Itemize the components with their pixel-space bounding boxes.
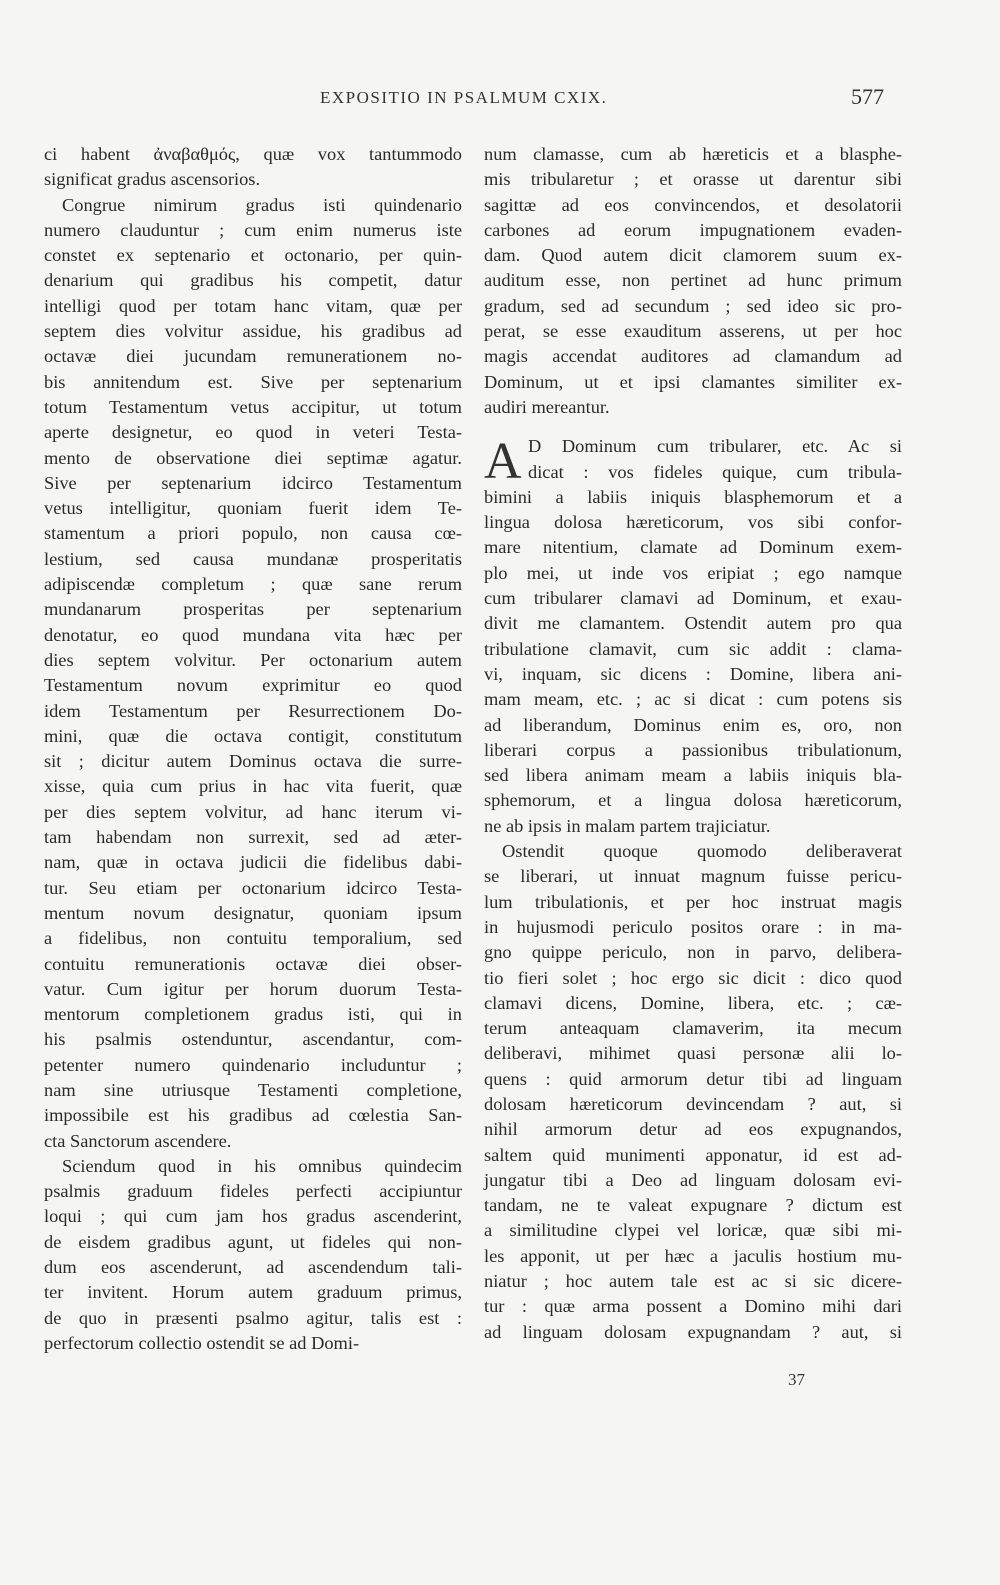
text-line: xisse, quia cum prius in hac vita fuerit, quæ [44,776,462,797]
text-line: mam meam, etc. ; ac si dicat : cum potens sis [484,689,902,710]
text-line: tam habendam non surrexit, sed ad æter- [44,827,462,848]
text-line: bis annitendum est. Sive per septenarium [44,371,462,392]
text-line: les apponit, ut per hæc a jaculis hostium mu- [484,1245,902,1266]
text-line: vi, inquam, sic dicens : Domine, libera ani- [484,663,902,684]
text-line: auditum esse, non pertinet ad hunc primum [484,270,902,291]
text-line: intelligi quod per totam hanc vitam, quæ per [44,295,462,316]
text-line: denotatur, eo quod mundana vita hæc per [44,624,462,645]
page-number: 577 [851,84,884,109]
text-line: liberari corpus a passionibus tribulationum, [484,739,902,760]
text-line: audiri mereantur. [484,396,610,417]
text-line: lestium, sed causa mundanæ prosperitatis [44,548,462,569]
text-line: ter invitent. Horum autem graduum primus, [44,1282,462,1303]
text-line: ci habent ἀναβαθμός, quæ vox tantummodo [44,144,462,164]
text-line: bimini a labiis iniquis blasphemorum et a [484,486,902,507]
text-line: sagittæ ad eos convincendos, et desolatorii [484,194,902,215]
drop-cap-lines [484,433,902,491]
text-line: numero clauduntur ; cum enim numerus iste [44,219,462,240]
text-line: mundanarum prosperitas per septenarium [44,599,462,620]
text-line: totum Testamentum vetus accipitur, ut totum [44,396,462,417]
text-line: adipiscendæ completum ; quæ sane rerum [44,574,462,595]
text-line: magis accendat auditores ad clamandum ad [484,346,902,367]
text-line: gradum, sed ad secundum ; sed ideo sic pro- [484,295,902,316]
text-line: nihil armorum detur ad eos expugnandos, [484,1119,902,1140]
running-title: EXPOSITIO IN PSALMUM CXIX. [320,88,608,107]
text-line: Sive per septenarium idcirco Testamentum [44,472,462,493]
text-line: contuitu remunerationis octavæ diei obser- [44,953,462,974]
text-line: tio fieri solet ; hoc ergo sic dicit : dico quod [484,967,902,988]
signature-mark: 37 [788,1370,805,1389]
text-line: significat gradus ascensorios. [44,169,261,190]
text-line: Sciendum quod in his omnibus quindecim [62,1155,462,1176]
drop-cap-paragraph [484,433,902,491]
text-line: D Dominum cum tribularer, etc. Ac si [528,436,902,457]
text-line: idem Testamentum per Resurrectionem Do- [44,700,462,721]
text-line: de eisdem gradibus agunt, ut fideles qui non- [44,1231,462,1252]
text-line: saltem quid munimenti apponatur, id est ad- [484,1144,902,1165]
text-line: a similitudine clypei vel loricæ, quæ sibi mi- [484,1220,902,1241]
text-line: mentum novum designatur, quoniam ipsum [44,902,462,923]
text-line: dicat : vos fideles quique, cum tribula- [528,461,902,482]
text-line: per dies septem volvitur, ad hanc iterum vi- [44,801,462,822]
text-line: divit me clamantem. Ostendit autem pro qua [484,613,902,634]
text-line: terum anteaquam clamaverim, ita mecum [484,1018,902,1039]
text-line: de quo in præsenti psalmo agitur, talis est : [44,1307,462,1328]
text-line: impossibile est his gradibus ad cœlestia San- [44,1105,462,1126]
text-line: tur. Seu etiam per octonarium idcirco Testa- [44,877,462,898]
text-line: deliberavi, mihimet quasi personæ alii lo- [484,1043,902,1064]
text-line: lingua dolosa hæreticorum, vos sibi confor- [484,512,902,533]
text-line: perfectorum collectio ostendit se ad Domi- [44,1332,360,1353]
text-line: sphemorum, et a lingua dolosa hæreticorum, [484,790,902,811]
text-line: loqui ; qui cum jam hos gradus ascenderint, [44,1206,462,1227]
text-line: ad liberandum, Dominus enim es, oro, non [484,714,902,735]
text-line: num clamasse, cum ab hæreticis et a blasphe- [484,144,902,164]
text-line: tur : quæ arma possent a Domino mihi dari [484,1296,902,1317]
text-line: mini, quæ die octava contigit, constitutum [44,725,462,746]
drop-cap-letter: A [484,433,522,491]
text-line: petenter numero quindenario includuntur ; [44,1054,462,1075]
text-line: quens : quid armorum detur tibi ad linguam [484,1068,902,1089]
left-column [44,142,462,1356]
text-line: niatur ; hoc autem tale est ac si sic dicere- [484,1271,902,1292]
text-line: mis tribularetur ; et orasse ut darentur sibi [484,169,902,190]
text-line: nam, quæ in octava judicii die fidelibus dabi- [44,852,462,873]
text-line: dum eos ascenderunt, ad ascendendum tali- [44,1257,462,1278]
text-line: Dominum, ut et ipsi clamantes similiter ex- [484,371,902,392]
text-line: carbones ad eorum impugnationem evaden- [484,219,902,240]
text-line: cum tribularer clamavi ad Dominum, et exau- [484,588,902,609]
text-line: aperte designetur, eo quod in veteri Testa- [44,422,462,443]
text-line: tandam, ne te valeat expugnare ? dictum est [484,1195,902,1216]
text-line: lum tribulationis, et per hoc instruat magis [484,891,902,912]
text-line: dies septem volvitur. Per octonarium autem [44,649,462,670]
text-line: ad linguam dolosam expugnandam ? aut, si [484,1321,902,1342]
text-line: Testamentum novum exprimitur eo quod [44,675,462,696]
text-line: cta Sanctorum ascendere. [44,1130,232,1151]
text-line: a fidelibus, non contuitu temporalium, sed [44,928,462,949]
text-line: Ostendit quoque quomodo deliberaverat [502,841,902,862]
text-line: tribulatione clamavit, cum sic addit : clama- [484,638,902,659]
text-line: sed libera animam meam a labiis iniquis bla- [484,765,902,786]
right-column-top [484,142,902,420]
text-line: stamentum a priori populo, non causa cœ- [44,523,462,544]
text-line: perat, se esse exauditum asserens, ut per hoc [484,321,902,342]
text-line: psalmis graduum fideles perfecti accipiuntur [44,1181,462,1202]
text-line: Congrue nimirum gradus isti quindenario [62,194,462,215]
text-line: his psalmis ostenduntur, ascendantur, com- [44,1029,462,1050]
right-column-bottom [484,485,902,1345]
text-line: vetus intelligitur, quoniam fuerit idem Te- [44,498,462,519]
text-line: denarium qui gradibus his competit, datur [44,270,462,291]
text-line: mare nitentium, clamate ad Dominum exem- [484,537,902,558]
text-line: dolosam hæreticorum devincendam ? aut, si [484,1093,902,1114]
text-line: jungatur tibi a Deo ad linguam dolosam evi- [484,1169,902,1190]
right-column [484,142,902,1345]
text-line: plo mei, ut inde vos eripiat ; ego namque [484,562,902,583]
text-line: septem dies volvitur assidue, his gradibus ad [44,321,462,342]
text-line: mentorum completionem gradus isti, qui in [44,1004,462,1025]
text-line: octavæ diei jucundam remunerationem no- [44,346,462,367]
text-line: dam. Quod autem dicit clamorem suum ex- [484,245,902,266]
text-line: nam sine utriusque Testamenti completione, [44,1079,462,1100]
text-line: gno quippe periculo, non in parvo, delibera- [484,942,902,963]
text-line: se liberari, ut innuat magnum fuisse pericu- [484,866,902,887]
text-line: ne ab ipsis in malam partem trajiciatur. [484,815,771,836]
text-line: in hujusmodi periculo positos orare : in ma- [484,916,902,937]
text-line: clamavi dicens, Domine, libera, etc. ; cæ- [484,992,902,1013]
text-line: constet ex septenario et octonario, per quin- [44,245,462,266]
text-line: vatur. Cum igitur per horum duorum Testa- [44,978,462,999]
text-line: sit ; dicitur autem Dominus octava die surre- [44,751,462,772]
text-line: mento de observatione diei septimæ agatur. [44,447,462,468]
